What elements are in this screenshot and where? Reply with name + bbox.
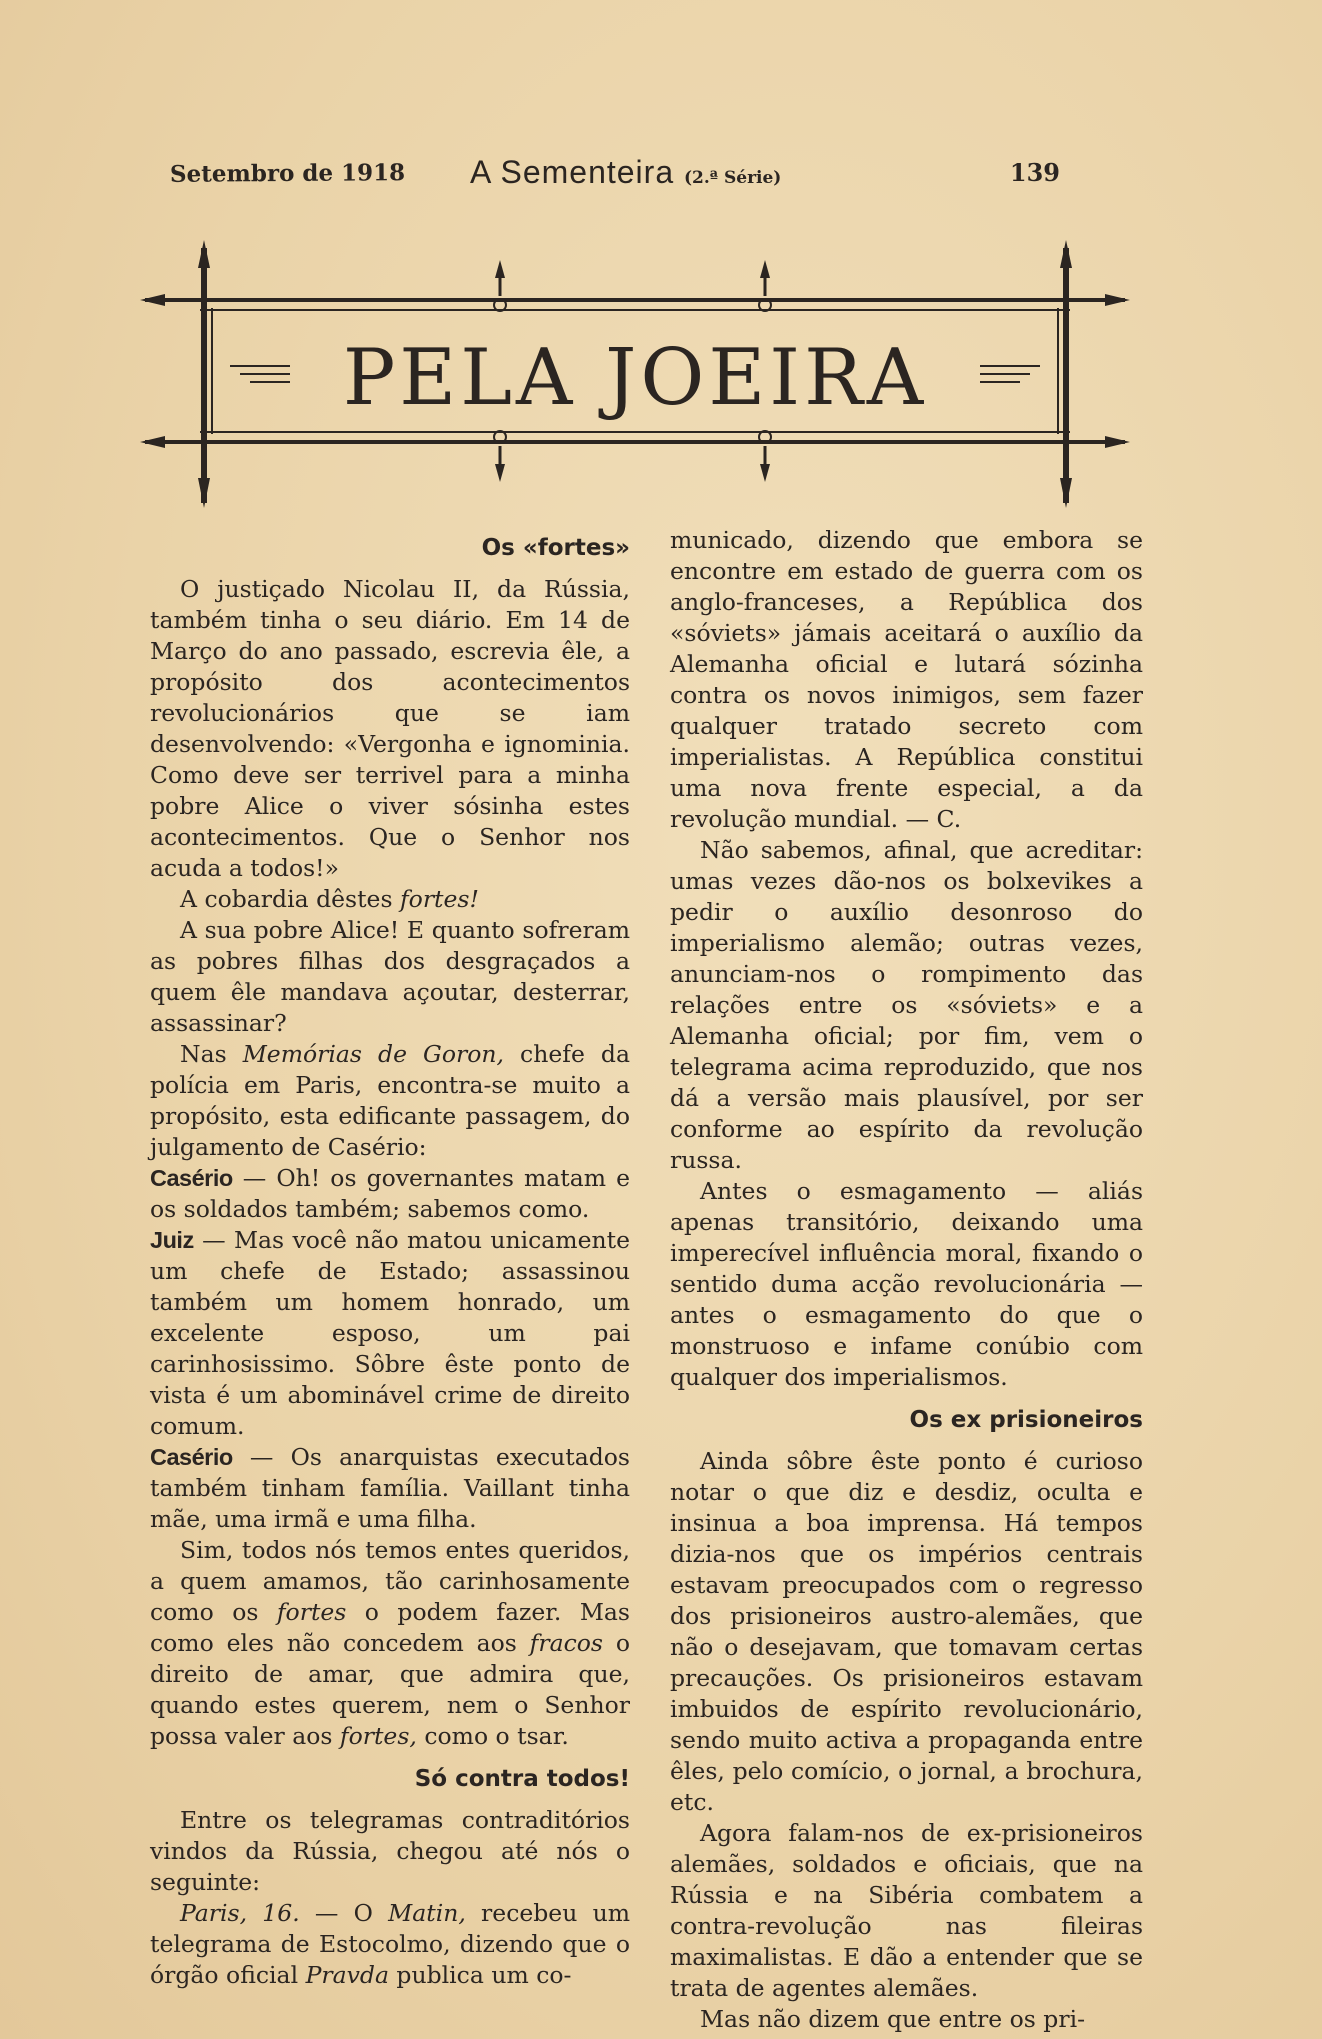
header-date: Setembro de 1918 — [169, 159, 406, 188]
dialogue-line: Casério — Oh! os governantes matam e os soldados também; sabemos como. — [150, 1164, 630, 1223]
speaker: Casério — [150, 1444, 233, 1470]
section-heading-prisioneiros: Os ex prisioneiros — [909, 1407, 1143, 1433]
paragraph: Paris, 16. — O Matin, recebeu um telegrama de Estocolmo, dizendo que o órgão oficial Pravda publica um co- — [150, 1899, 631, 1989]
banner-title: PELA JOEIRA — [342, 333, 928, 423]
page-number: 139 — [1009, 158, 1060, 187]
speaker: Juiz — [150, 1227, 194, 1253]
column-left — [150, 525, 630, 1991]
column-right — [670, 525, 1143, 2035]
dialogue-line: Juiz — Mas você não matou unicamente um chefe de Estado; assassinou também um homem honrado, um excelente esposo, um pai carinhosissimo. Sôbre êste ponto de vista é um abominável crime de direito comum. — [150, 1226, 630, 1440]
journal-title: A Sementeira — [470, 154, 675, 190]
paragraph-continued: municado, dizendo que embora se encontre em estado de guerra com os anglo-franceses, a República dos «sóviets» jámais aceitará o auxílio da Alemanha oficial e lutará sózinha contra os novos inimigos, sem fazer qualquer tratado secreto com imperialistas. A República constitui uma nova frente especial, a da revolução mundial. — C. — [670, 526, 1143, 833]
paragraph: Não sabemos, afinal, que acreditar: umas vezes dão-nos os bolxevikes a pedir o auxílio desonroso do imperialismo alemão; outras vezes, anunciam-nos o rompimento das relações entre os «sóviets» e a Alemanha oficial; por fim, vem o telegrama acima reproduzido, que nos dá a versão mais plausível, por ser conforme ao espírito da revolução russa. — [670, 836, 1143, 1174]
paragraph: Agora falam-nos de ex-prisioneiros alemães, soldados e oficiais, que na Rússia e na Sibéria combatem a contra-revolução nas fileiras maximalistas. E dão a entender que se trata de agentes alemães. — [670, 1819, 1143, 2002]
header-series: (2.ª Série) — [684, 168, 782, 188]
section-heading-fortes: Os «fortes» — [481, 535, 630, 561]
paragraph: O justiçado Nicolau II, da Rússia, também tinha o seu diário. Em 14 de Março do ano passado, escrevia êle, a propósito dos acontecimentos revolucionários que se iam desenvolvendo: «Vergonha e ignominia. Como deve ser terrivel para a minha pobre Alice o viver sósinha estes acontecimentos. Que o Senhor nos acuda a todos!» — [150, 575, 630, 882]
paragraph: A cobardia dêstes fortes! — [180, 885, 479, 913]
paragraph: Antes o esmagamento — aliás apenas transitório, deixando uma imperecível influência moral, fixando o sentido duma acção revolucionária — antes o esmagamento do que o monstruoso e infame conúbio com qualquer dos imperialismos. — [670, 1177, 1143, 1391]
speaker: Casério — [150, 1165, 233, 1191]
paragraph: Entre os telegramas contraditórios vindos da Rússia, chegou até nós o seguinte: — [150, 1806, 630, 1896]
paragraph: Sim, todos nós temos entes queridos, a quem amamos, tão carinhosamente como os fortes o podem fazer. Mas como eles não concedem aos fracos o direito de amar, que admira que, quando estes querem, nem o Senhor possa valer aos fortes, como o tsar. — [150, 1536, 630, 1750]
dialogue-line: Casério — Os anarquistas executados também tinham família. Vaillant tinha mãe, uma irmã e uma filha. — [150, 1443, 630, 1533]
header-title — [470, 154, 781, 191]
running-header — [150, 154, 1110, 200]
paragraph: Ainda sôbre êste ponto é curioso notar o que diz e desdiz, oculta e insinua a boa imprensa. Há tempos dizia-nos que os impérios centrais estavam preocupados com o regresso dos prisioneiros austro-alemães, que não o desejavam, que tomavam certas precauções. Os prisioneiros estavam imbuidos de espírito revolucionário, sendo muito activa a propaganda entre êles, pelo comício, o jornal, a brochura, etc. — [670, 1447, 1143, 1816]
paragraph: Mas não dizem que entre os pri- — [700, 2005, 1086, 2033]
section-banner — [140, 238, 1130, 518]
section-heading-contra: Só contra todos! — [414, 1766, 630, 1792]
paragraph: Nas Memórias de Goron, chefe da polícia em Paris, encontra-se muito a propósito, esta edificante passagem, do julgamento de Casério: — [150, 1040, 630, 1161]
paragraph: A sua pobre Alice! E quanto sofreram as pobres filhas dos desgraçados a quem êle mandava açoutar, desterrar, assassinar? — [150, 916, 630, 1037]
